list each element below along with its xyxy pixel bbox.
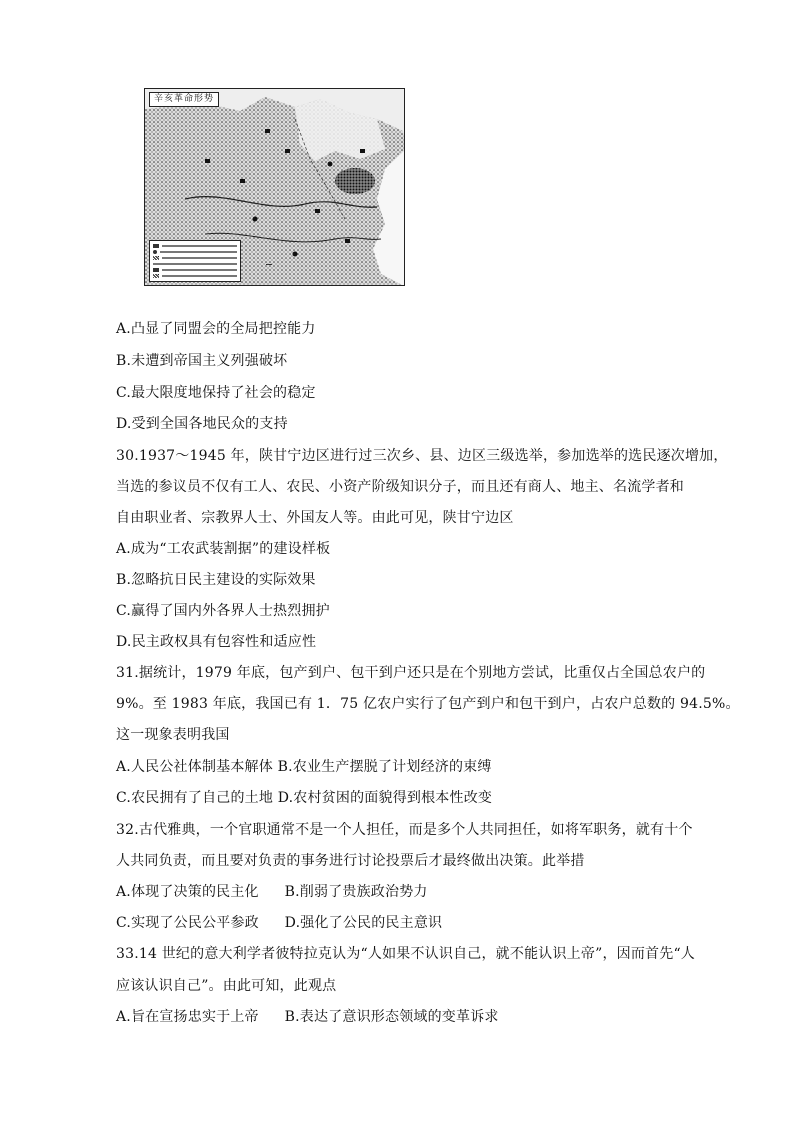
q29-option-d: D.受到全国各地民众的支持	[116, 416, 288, 432]
legend-text-bar	[162, 269, 237, 271]
q32-option-d: D.强化了公民的民主意识	[284, 915, 443, 931]
square-symbol-icon	[153, 244, 159, 248]
dot-symbol-icon	[153, 250, 157, 254]
q30-option-a: A.成为“工农武装割据”的建设样板	[116, 541, 331, 557]
q32-option-a: A.体现了决策的民主化	[116, 884, 259, 900]
q31-option-b: B.农业生产摆脱了计划经济的束缚	[277, 759, 492, 775]
q31-options-row1	[116, 757, 492, 777]
q29-option-a: A.凸显了同盟会的全局把控能力	[116, 321, 316, 337]
q33-option-a: A.旨在宣扬忠实于上帝	[116, 1009, 259, 1025]
q33-option-b: B.表达了意识形态领域的变革诉求	[284, 1009, 499, 1025]
q30-stem-line1: 30.1937～1945 年，陕甘宁边区进行过三次乡、县、边区三级选举，参加选举的选民逐次增加，	[116, 448, 728, 464]
hatch-symbol-icon	[153, 274, 159, 278]
q29-option-b: B.未遭到帝国主义列强破坏	[116, 353, 288, 369]
legend-text-bar	[162, 257, 237, 259]
q33-options-row1	[116, 1007, 499, 1027]
q30-stem-line2: 当选的参议员不仅有工人、农民、小资产阶级知识分子，而且还有商人、地主、名流学者和	[116, 479, 684, 495]
map-title: 辛亥革命形势	[149, 92, 219, 107]
legend-text-bar	[160, 251, 237, 253]
q33-stem-line1: 33.14 世纪的意大利学者彼特拉克认为“人如果不认识自己，就不能认识上帝”，因而首先“人	[116, 946, 695, 962]
q32-option-b: B.削弱了贵族政治势力	[284, 884, 428, 900]
q30-option-c: C.赢得了国内外各界人士热烈拥护	[116, 603, 330, 619]
line-symbol-icon	[266, 264, 272, 265]
hatch-symbol-icon	[153, 256, 159, 260]
q31-option-c: C.农民拥有了自己的土地	[116, 790, 274, 806]
q33-stem-line2: 应该认识自己”。由此可知，此观点	[116, 978, 337, 994]
q30-option-d: D.民主政权具有包容性和适应性	[116, 634, 317, 650]
map-legend	[149, 240, 241, 282]
square-symbol-icon	[153, 268, 159, 272]
q32-stem-line1: 32.古代雅典，一个官职通常不是一个人担任，而是多个人共同担任，如将军职务，就有十个	[116, 822, 693, 838]
q29-option-c: C.最大限度地保持了社会的稳定	[116, 385, 316, 401]
q31-option-d: D.农村贫困的面貌得到根本性改变	[277, 790, 493, 806]
revolution-map-figure	[144, 88, 405, 286]
q32-options-row1	[116, 882, 428, 902]
legend-row	[153, 273, 237, 279]
legend-text-bar	[162, 245, 237, 247]
q31-option-a: A.人民公社体制基本解体	[116, 759, 273, 775]
q32-stem-line2: 人共同负责，而且要对负责的事务进行讨论投票后才最终做出决策。此举措	[116, 853, 585, 869]
legend-text-bar	[162, 275, 237, 277]
q31-stem-line1: 31.据统计，1979 年底，包产到户、包干到户还只是在个别地方尝试，比重仅占全国总农户的	[116, 665, 706, 681]
q30-stem-line3: 自由职业者、宗教界人士、外国友人等。由此可见，陕甘宁边区	[116, 510, 514, 526]
q31-options-row2	[116, 788, 492, 808]
q32-option-c: C.实现了公民公平参政	[116, 915, 259, 931]
q31-stem-line2: 9%。至 1983 年底，我国已有 1．75 亿农户实行了包产到户和包干到户，占农户总数的 94.5%。	[116, 696, 740, 712]
q32-options-row2	[116, 913, 442, 933]
q30-option-b: B.忽略抗日民主建设的实际效果	[116, 572, 316, 588]
legend-text-bar	[153, 263, 237, 265]
q31-stem-line3: 这一现象表明我国	[116, 727, 230, 743]
